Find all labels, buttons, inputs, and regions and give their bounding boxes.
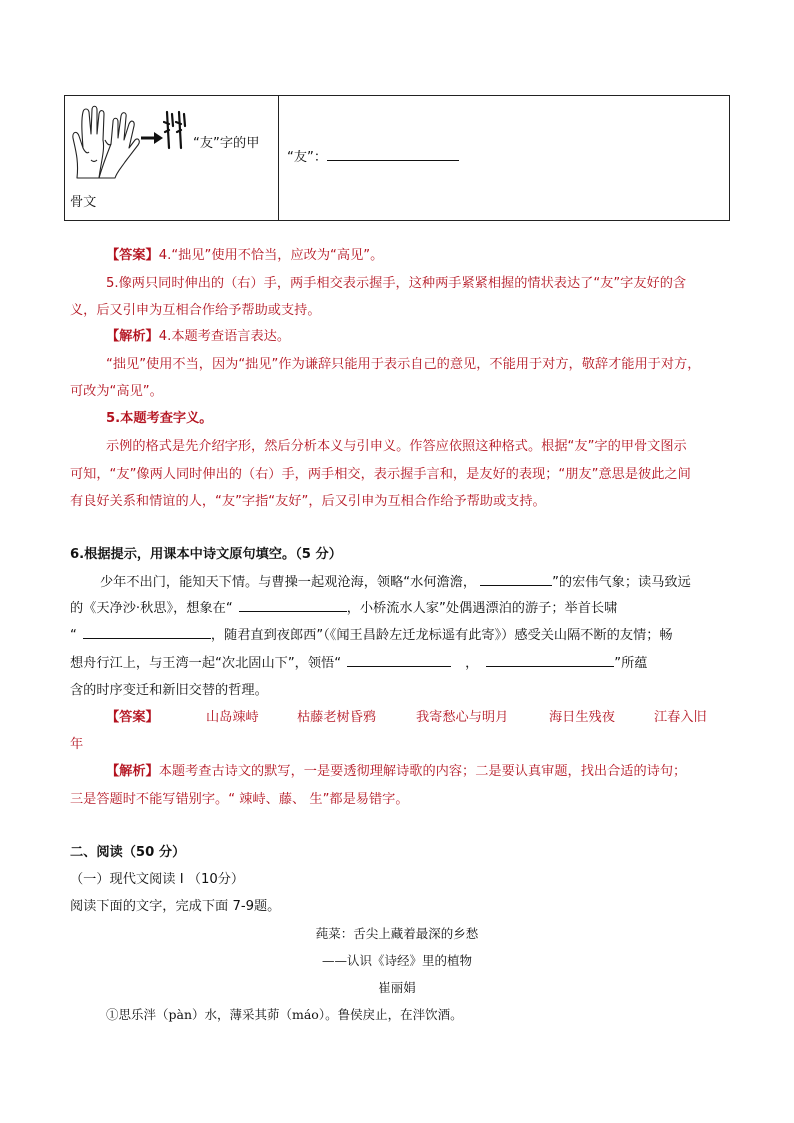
analysis-4-text: 4.本题考查语言表达。	[158, 329, 291, 344]
answer-5b: 义，后又引申为互相合作给予帮助或支持。	[70, 303, 321, 318]
blank-3[interactable]	[83, 626, 211, 639]
q6-analysis-b: 三是答题时不能写错别字。“ 竦峙、藤、 生”都是易错字。	[70, 792, 409, 807]
q6-l4a: 想舟行江上，与王湾一起“次北固山下”，领悟“	[70, 656, 342, 671]
hands-handshake-image	[69, 100, 141, 182]
q6-answer-3: 我寄愁心与明月	[416, 710, 509, 725]
q6-l1b: ”的宏伟气象；读马致远	[552, 575, 691, 590]
q6-analysis	[106, 762, 686, 782]
q6-l3a: “	[70, 628, 77, 643]
table-left-caption-2: 骨文	[70, 195, 97, 210]
analysis-5c: 有良好关系和情谊的人，“友”字指“友好”，后又引申为互相合作给予帮助或支持。	[70, 494, 546, 509]
article-para-1: ①思乐泮（pàn）水，薄采其茆（máo）。鲁侯戾止，在泮饮酒。	[106, 1007, 463, 1022]
analysis-tag: 【解析】	[106, 329, 159, 344]
answer-5a: 5.像两只同时伸出的（右）手，两手相交表示握手，这种两手紧紧相握的情状表达了“友”字友好的含	[106, 276, 687, 291]
blank-5[interactable]	[486, 654, 614, 667]
answer-tag: 【答案】	[106, 248, 159, 263]
blank-2[interactable]	[239, 599, 347, 612]
q6-title: 6.根据提示，用课本中诗文原句填空。（5 分）	[70, 547, 342, 562]
subsection-title: （一）现代文阅读 I （10分）	[70, 872, 245, 887]
blank-4[interactable]	[347, 654, 451, 667]
q6-line3	[70, 626, 673, 646]
answer-blank[interactable]	[327, 148, 459, 161]
table-left-caption: “友”字的甲	[193, 136, 260, 151]
analysis-5a: 示例的格式是先介绍字形，然后分析本义与引申义。作答应依照这种格式。根据“友”字的甲骨文图示	[106, 439, 687, 454]
reading-instruction: 阅读下面的文字，完成下面 7-9题。	[70, 899, 281, 914]
q6-line2	[70, 599, 617, 619]
q6-answer-5: 江春入旧	[654, 710, 707, 725]
oracle-bone-you-glyph	[163, 110, 191, 150]
q6-l4c: ”所蕴	[614, 656, 648, 671]
q6-l1a: 少年不出门，能知天下情。与曹操一起观沧海，领略“水何澹澹，	[100, 575, 477, 590]
analysis-4b: “拙见”使用不当，因为“拙见”作为谦辞只能用于表示自己的意见，不能用于对方，敬辞才能用于对方，	[106, 357, 701, 372]
question-table	[64, 95, 730, 221]
section-title: 二、阅读（50 分）	[70, 845, 186, 860]
table-right-label: “友”：	[287, 150, 328, 165]
q6-answer-2: 枯藤老树昏鸦	[297, 710, 377, 725]
q6-answers	[0, 708, 794, 730]
answer-4-text: 4.“拙见”使用不恰当，应改为“高见”。	[158, 248, 384, 263]
analysis-4	[106, 327, 290, 347]
q6-l2b: ，小桥流水人家”处偶遇漂泊的游子；举首长啸	[346, 601, 618, 616]
q6-answer-wrap: 年	[70, 737, 84, 752]
table-right-cell	[287, 146, 459, 165]
answer-4	[106, 246, 383, 266]
q6-answer-4: 海日生残夜	[549, 710, 615, 725]
article-subtitle: ——认识《诗经》里的植物	[321, 953, 472, 968]
article-title: 莼菜：舌尖上藏着最深的乡愁	[315, 926, 479, 941]
analysis-4c: 可改为“高见”。	[70, 384, 163, 399]
q6-l4b: ，	[465, 656, 479, 671]
analysis-5b: 可知，“友”像两人同时伸出的（右）手，两手相交，表示握手言和，是友好的表现；“朋友”意思是彼此之间	[70, 467, 691, 482]
q6-analysis-a: 本题考查古诗文的默写，一是要透彻理解诗歌的内容；二是要认真审题，找出合适的诗句；	[158, 764, 687, 779]
q6-line1	[100, 573, 691, 593]
q6-line5: 含的时序变迁和新旧交替的哲理。	[70, 683, 268, 698]
q6-analysis-tag: 【解析】	[106, 764, 159, 779]
q6-answer-1: 山岛竦峙	[206, 710, 259, 725]
q6-l3b: ，随君直到夜郎西”（《闻王昌龄左迁龙标遥有此寄》）感受关山隔不断的友情；畅	[210, 628, 673, 643]
table-divider	[278, 96, 279, 220]
q6-answer-tag: 【答案】	[106, 710, 159, 725]
article-author: 崔丽娟	[378, 980, 416, 995]
q6-line4	[70, 654, 647, 674]
q6-l2a: 的《天净沙·秋思》，想象在“	[70, 601, 233, 616]
arrow-right-icon	[141, 132, 163, 144]
analysis-5: 5.本题考查字义。	[106, 411, 213, 426]
blank-1[interactable]	[480, 573, 552, 586]
